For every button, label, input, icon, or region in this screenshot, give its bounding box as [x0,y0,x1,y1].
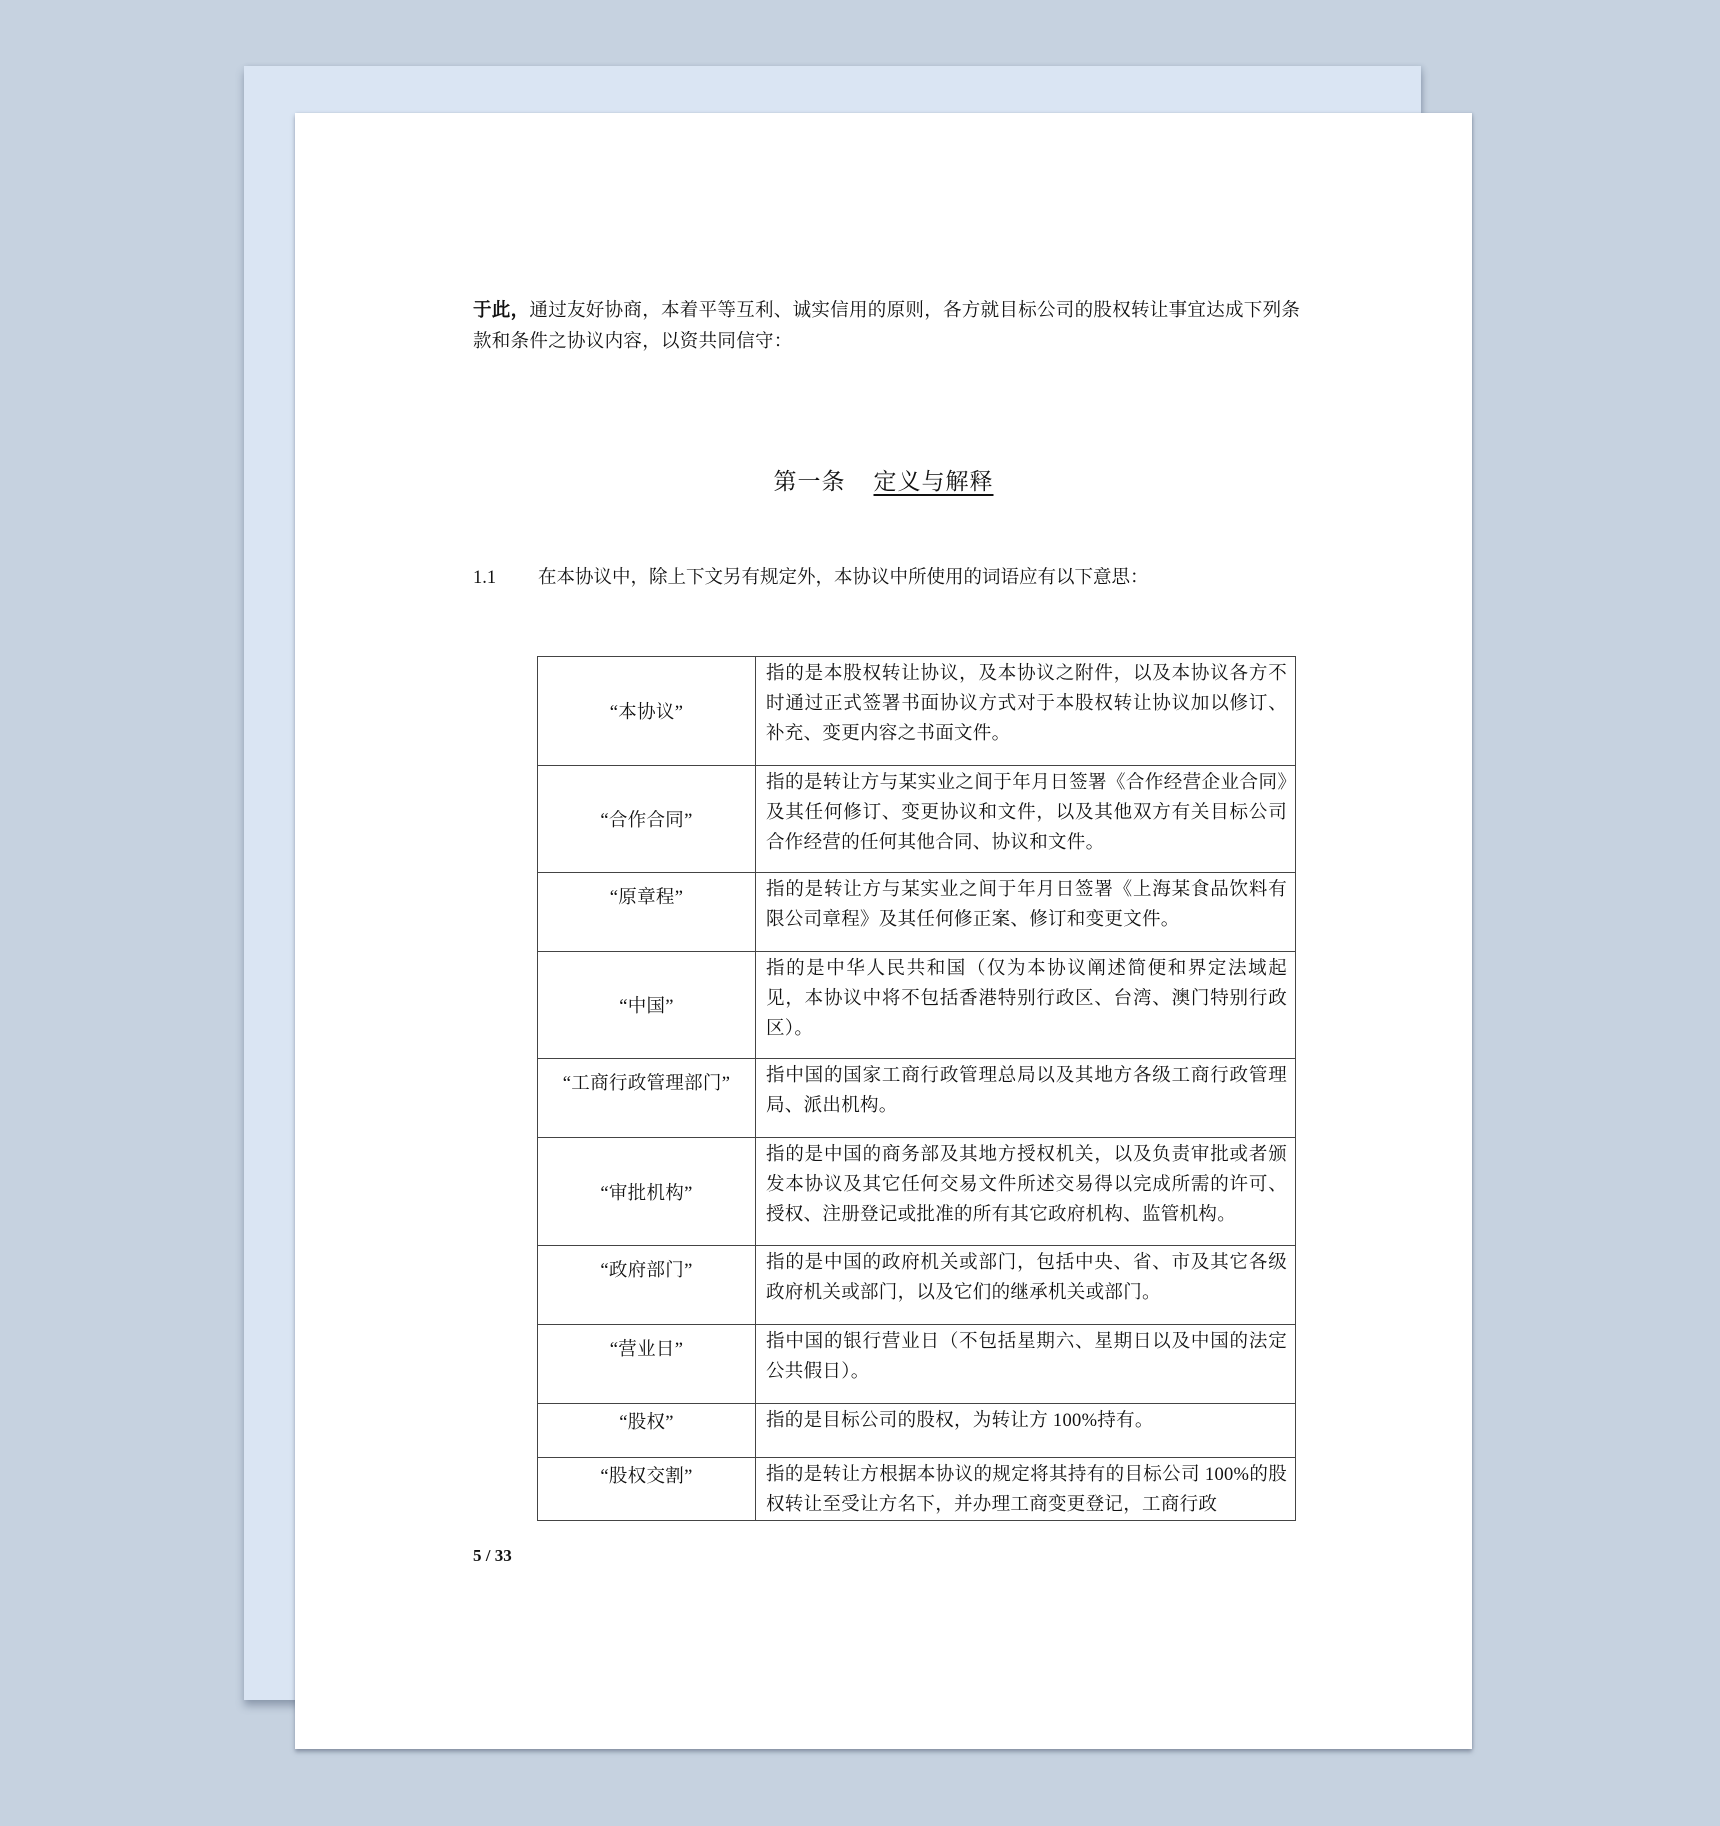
clause-1-1 [473,563,1149,593]
definition-text: 指的是中国的政府机关或部门，包括中央、省、市及其它各级政府机关或部门，以及它们的继承机关或部门。 [756,1246,1296,1325]
definition-term: “中国” [538,952,756,1059]
definition-term: “政府部门” [538,1246,756,1325]
table-row [538,1404,1296,1458]
table-row [538,1138,1296,1246]
article-heading [295,463,1472,496]
definition-term: “原章程” [538,873,756,952]
clause-text: 在本协议中，除上下文另有规定外，本协议中所使用的词语应有以下意思： [538,568,1149,588]
table-row [538,1246,1296,1325]
intro-lead: 于此， [473,301,530,321]
document-page [295,113,1472,1749]
definition-text: 指的是中华人民共和国（仅为本协议阐述简便和界定法域起见，本协议中将不包括香港特别行政区、台湾、澳门特别行政区）。 [756,952,1296,1059]
intro-paragraph [473,296,1303,358]
definition-text: 指的是转让方与某实业之间于年月日签署《合作经营企业合同》及其任何修订、变更协议和文件，以及其他双方有关目标公司合作经营的任何其他合同、协议和文件。 [756,766,1296,873]
definition-text: 指的是目标公司的股权，为转让方 100%持有。 [756,1404,1296,1458]
definition-text: 指的是中国的商务部及其地方授权机关，以及负责审批或者颁发本协议及其它任何交易文件所述交易得以完成所需的许可、授权、注册登记或批准的所有其它政府机构、监管机构。 [756,1138,1296,1246]
article-number: 第一条 [773,469,846,494]
definition-term: “本协议” [538,657,756,766]
definition-text: 指中国的国家工商行政管理总局以及其地方各级工商行政管理局、派出机构。 [756,1059,1296,1138]
definition-text: 指的是转让方与某实业之间于年月日签署《上海某食品饮料有限公司章程》及其任何修正案、修订和变更文件。 [756,873,1296,952]
definition-text: 指的是转让方根据本协议的规定将其持有的目标公司 100%的股权转让至受让方名下，并办理工商变更登记，工商行政 [756,1458,1296,1521]
table-row [538,1458,1296,1521]
definition-text: 指的是本股权转让协议，及本协议之附件，以及本协议各方不时通过正式签署书面协议方式对于本股权转让协议加以修订、补充、变更内容之书面文件。 [756,657,1296,766]
definition-term: “合作合同” [538,766,756,873]
definition-term: “工商行政管理部门” [538,1059,756,1138]
article-title: 定义与解释 [873,469,994,494]
definition-text: 指中国的银行营业日（不包括星期六、星期日以及中国的法定公共假日）。 [756,1325,1296,1404]
definition-term: “营业日” [538,1325,756,1404]
definition-term: “审批机构” [538,1138,756,1246]
intro-text: 通过友好协商，本着平等互利、诚实信用的原则，各方就目标公司的股权转让事宜达成下列条款和条件之协议内容，以资共同信守： [473,301,1301,352]
table-row [538,1059,1296,1138]
table-row [538,873,1296,952]
table-row [538,1325,1296,1404]
table-row [538,657,1296,766]
clause-number: 1.1 [473,568,497,588]
page-number: 5 / 33 [473,1546,512,1565]
table-row [538,952,1296,1059]
definition-term: “股权” [538,1404,756,1458]
definitions-table [537,656,1296,1521]
definition-term: “股权交割” [538,1458,756,1521]
table-row [538,766,1296,873]
